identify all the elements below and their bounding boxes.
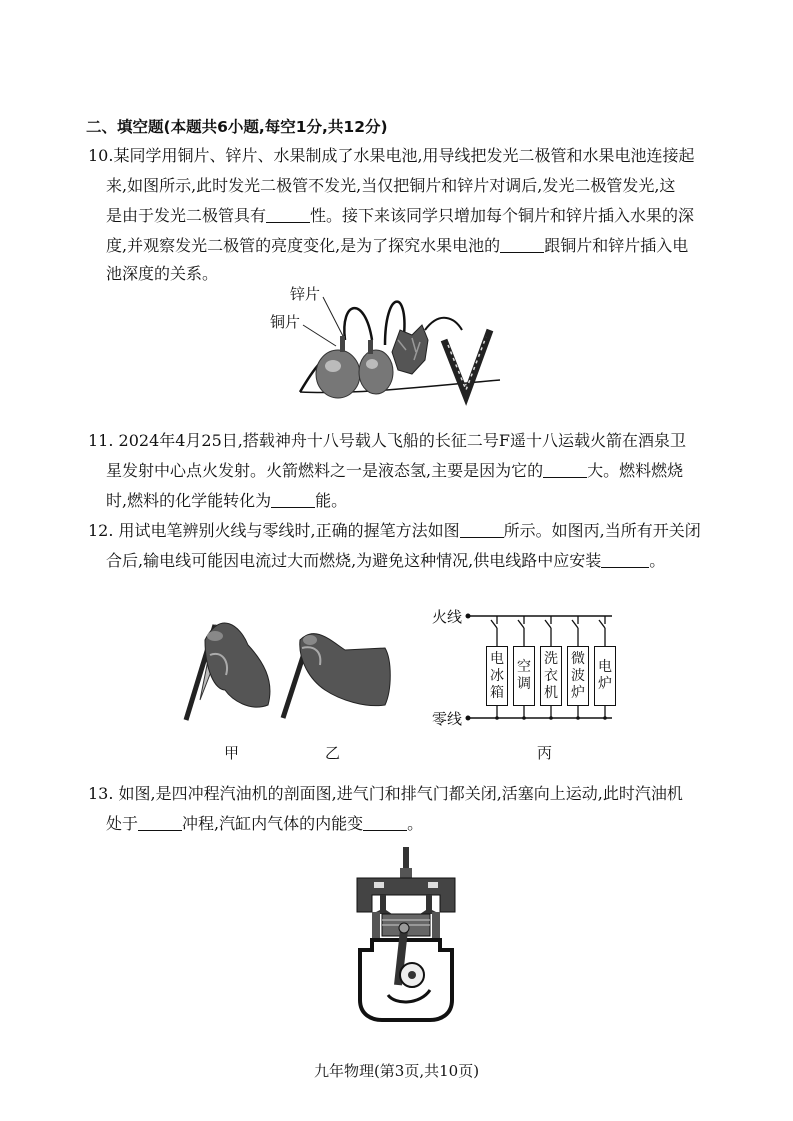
figure-label-yi: 乙: [325, 744, 341, 762]
appliance-label: 洗衣机: [544, 650, 558, 701]
appliance-label: 空调: [517, 659, 531, 692]
label-copper: 铜片: [270, 313, 301, 331]
q11-line-1: 11. 2024年4月25日,搭载神舟十八号载人飞船的长征二号F遥十八运载火箭在酒泉卫: [88, 431, 686, 450]
figure-label-bing: 丙: [537, 744, 553, 762]
q10-line-4: 度,并观察发光二极管的亮度变化,是为了探究水果电池的 跟铜片和锌片插入电: [106, 236, 689, 255]
q10-line-2: 来,如图所示,此时发光二极管不发光,当仅把铜片和锌片对调后,发光二极管发光,这: [106, 176, 676, 195]
section-title: 二、填空题(本题共6小题,每空1分,共12分): [86, 118, 388, 136]
appliance-label: 电炉: [598, 659, 612, 692]
label-live-wire: 火线: [432, 608, 463, 626]
figure-label-jia: 甲: [224, 744, 240, 762]
q10-line-3: 是由于发光二极管具有 性。接下来该同学只增加每个铜片和锌片插入水果的深: [106, 206, 695, 225]
q11-line-2: 星发射中心点火发射。火箭燃料之一是液态氢,主要是因为它的 大。燃料燃烧: [106, 461, 684, 480]
label-zinc: 锌片: [290, 285, 321, 303]
page-footer: 九年物理(第3页,共10页): [313, 1062, 480, 1080]
q12-line-1: 12. 用试电笔辨别火线与零线时,正确的握笔方法如图 所示。如图丙,当所有开关闭: [88, 521, 701, 540]
q10-line-5: 池深度的关系。: [106, 264, 219, 283]
label-neutral-wire: 零线: [432, 710, 463, 728]
appliance-label: 电冰箱: [490, 650, 504, 701]
q13-line-2: 处于 冲程,汽缸内气体的内能变 。: [106, 814, 424, 833]
q13-line-1: 13. 如图,是四冲程汽油机的剖面图,进气门和排气门都关闭,活塞向上运动,此时汽油机: [88, 784, 683, 803]
appliance-label: 微波炉: [571, 650, 585, 701]
q10-line-1: 10.某同学用铜片、锌片、水果制成了水果电池,用导线把发光二极管和水果电池连接起: [88, 146, 695, 165]
q11-line-3: 时,燃料的化学能转化为 能。: [106, 491, 348, 510]
q12-line-2: 合后,输电线可能因电流过大而燃烧,为避免这种情况,供电线路中应安装 。: [106, 551, 666, 570]
